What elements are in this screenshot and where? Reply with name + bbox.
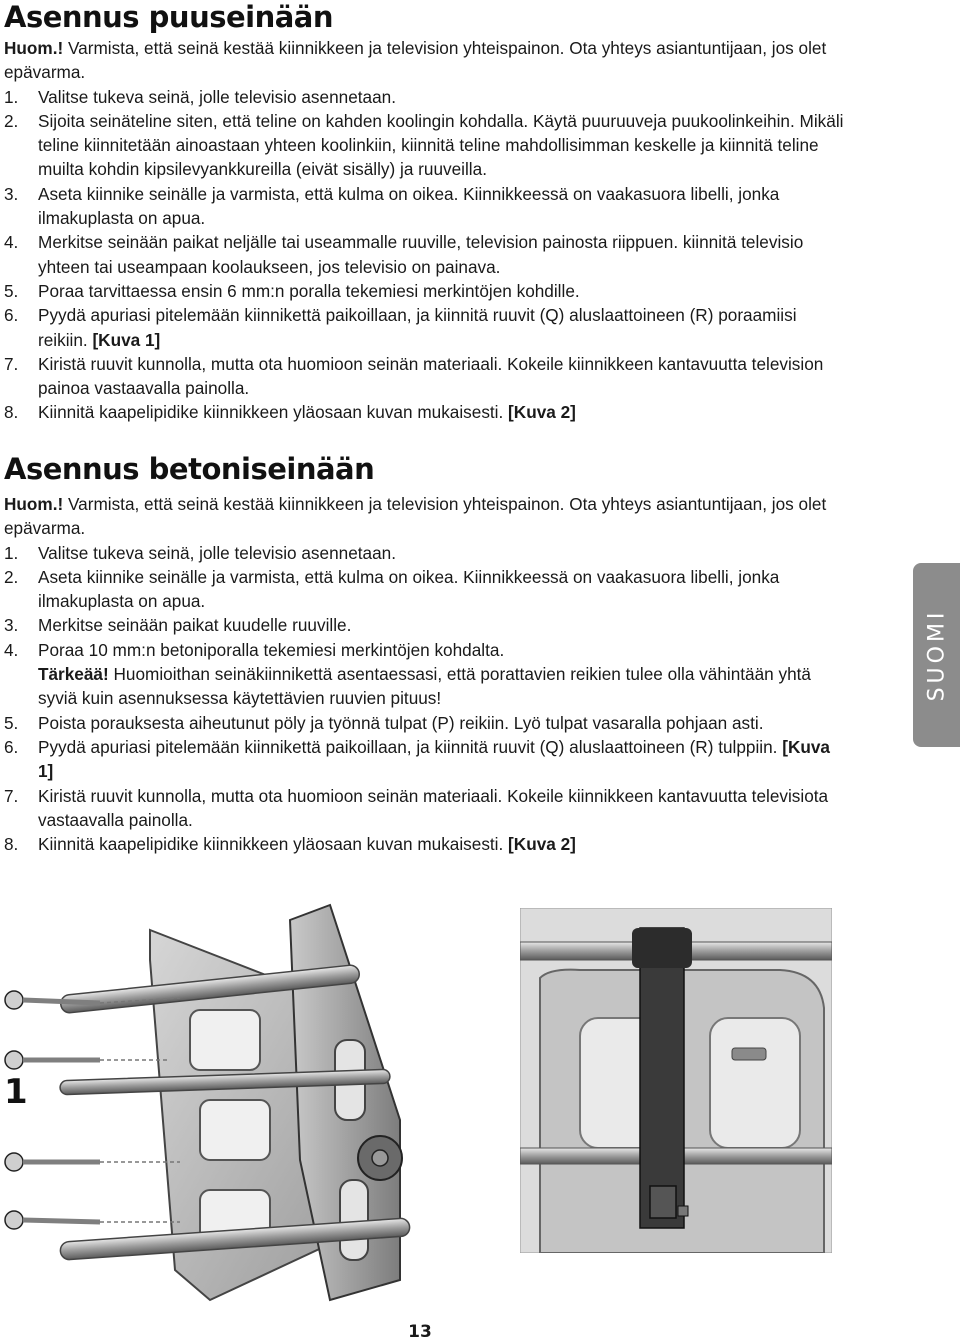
step-number: 8. <box>4 402 19 423</box>
cable-clip <box>640 928 684 1228</box>
section2-body <box>4 492 844 856</box>
section1-body <box>4 36 844 425</box>
list-item <box>4 352 844 401</box>
important-text: Huomioithan seinäkiinnikettä asentaessasi, että porattavien reikien tulee olla vähintään yhtä syviä kuin asennuksessa käytettävien ruuvien pituus! <box>38 664 811 709</box>
step-text: Aseta kiinnike seinälle ja varmista, että kulma on oikea. Kiinnikkeessä on vaakasuora libelli, jonka ilmakuplasta on apua. <box>38 183 780 229</box>
list-item <box>4 613 844 637</box>
list-item <box>4 638 844 711</box>
list-item <box>4 832 844 856</box>
figure-2-illustration <box>520 908 832 1253</box>
step-text: Kiristä ruuvit kunnolla, mutta ota huomioon seinän materiaali. Kokeile kiinnikkeen kantavuutta televisiota vastaavalla painolla. <box>38 785 829 830</box>
level-bubble <box>732 1048 766 1060</box>
step-number: 4. <box>4 639 19 660</box>
step-number: 1. <box>4 542 19 563</box>
step-number: 5. <box>4 712 19 733</box>
figure-reference: [Kuva 1] <box>38 736 830 782</box>
list-item <box>4 230 844 279</box>
cable-clip <box>632 928 692 968</box>
figure-1-illustration <box>0 900 440 1305</box>
language-tab-label: SUOMI <box>924 608 949 702</box>
figure-reference: [Kuva 2] <box>503 402 576 423</box>
list-item <box>4 711 844 735</box>
list-item <box>4 279 844 303</box>
step-text: Pyydä apuriasi pitelemään kiinnikettä paikoillaan, ja kiinnitä ruuvit (Q) aluslaattoineen (R) tulppiin. <box>38 736 778 757</box>
step-number: 3. <box>4 183 19 204</box>
step-text: Valitse tukeva seinä, jolle televisio asennetaan. <box>38 86 396 107</box>
screw-icon <box>5 1153 100 1171</box>
list-item <box>4 85 844 109</box>
step-text: Merkitse seinään paikat neljälle tai useammalle ruuville, television painosta riippuen. kiinnitä televisio yhteen tai useampaan koolaukseen, jos televisio on painava. <box>38 232 804 277</box>
figure-1-label: 1 <box>4 1072 28 1112</box>
list-item <box>4 303 844 352</box>
section2-note <box>4 492 844 541</box>
plate-slot <box>190 1010 260 1070</box>
section1-steps <box>4 85 844 425</box>
section1-title: Asennus puuseinään <box>4 0 334 34</box>
arm-slot <box>340 1180 368 1260</box>
note-text: Varmista, että seinä kestää kiinnikkeen ja television yhteispainon. Ota yhteys asiantuntijaan, jos olet epävarma. <box>4 38 827 83</box>
section2-steps <box>4 541 844 857</box>
list-item <box>4 784 844 833</box>
list-item <box>4 400 844 424</box>
step-text: Aseta kiinnike seinälle ja varmista, että kulma on oikea. Kiinnikkeessä on vaakasuora libelli, jonka ilmakuplasta on apua. <box>38 566 780 612</box>
step-text: Pyydä apuriasi pitelemään kiinnikettä paikoillaan, ja kiinnitä ruuvit (Q) aluslaattoineen (R) poraamiisi reikiin. <box>38 305 797 350</box>
list-item <box>4 735 844 784</box>
important-label: Tärkeää! <box>38 664 109 685</box>
step-number: 1. <box>4 86 19 107</box>
step-text: Valitse tukeva seinä, jolle televisio asennetaan. <box>38 542 396 563</box>
step-text: Merkitse seinään paikat kuudelle ruuville. <box>38 615 352 636</box>
step-text: Poraa tarvittaessa ensin 6 mm:n poralla tekemiesi merkintöjen kohdille. <box>38 280 580 301</box>
step-text: Kiinnitä kaapelipidike kiinnikkeen yläosaan kuvan mukaisesti. <box>38 402 504 423</box>
figure-reference: [Kuva 1] <box>87 329 161 350</box>
step-text: Kiinnitä kaapelipidike kiinnikkeen yläosaan kuvan mukaisesti. <box>38 834 504 855</box>
step-number: 7. <box>4 785 19 806</box>
step-number: 6. <box>4 736 19 757</box>
plate-slot <box>200 1100 270 1160</box>
list-item <box>4 541 844 565</box>
step-text: Poista porauksesta aiheutunut pöly ja työnnä tulpat (P) reikiin. Lyö tulpat vasaralla pohjaan asti. <box>38 712 764 733</box>
page-number: 13 <box>408 1322 432 1342</box>
step-number: 6. <box>4 305 19 326</box>
step-number: 5. <box>4 280 19 301</box>
list-item <box>4 109 844 182</box>
figure-reference: [Kuva 2] <box>503 834 576 855</box>
language-tab <box>913 563 960 747</box>
step-number: 3. <box>4 615 19 636</box>
step-text: Kiristä ruuvit kunnolla, mutta ota huomioon seinän materiaali. Kokeile kiinnikkeen kantavuutta television painoa vastaavalla painolla. <box>38 353 824 399</box>
step-number: 7. <box>4 353 19 374</box>
step-number: 4. <box>4 232 19 253</box>
cable-clip-buckle <box>650 1186 676 1218</box>
note-label: Huom.! <box>4 38 64 58</box>
note-label: Huom.! <box>4 494 64 514</box>
step-number: 2. <box>4 566 19 587</box>
frame-slot <box>710 1018 800 1148</box>
step-number: 2. <box>4 110 19 131</box>
section1-note <box>4 36 844 85</box>
screw-icon <box>5 1211 100 1229</box>
screw-icon <box>5 1051 100 1069</box>
list-item <box>4 182 844 231</box>
step-text: Poraa 10 mm:n betoniporalla tekemiesi merkintöjen kohdalta. <box>38 639 505 660</box>
section2-title: Asennus betoniseinään <box>4 452 375 486</box>
lock-knob <box>372 1150 388 1166</box>
step-text: Sijoita seinäteline siten, että teline on kahden koolingin kohdalla. Käytä puuruuveja puukoolinkeihin. Mikäli teline kiinnitetään ainoastaan yhteen koolinkiin, kiinnitä teline mahdollisimman keskelle ja kiinnitä teline muilta kohdin kipsilevyankkureilla (eivät sisälly) ja ruuveilla. <box>38 110 844 180</box>
note-text: Varmista, että seinä kestää kiinnikkeen ja television yhteispainon. Ota yhteys asiantuntijaan, jos olet epävarma. <box>4 494 827 539</box>
list-item <box>4 565 844 614</box>
step-number: 8. <box>4 834 19 855</box>
